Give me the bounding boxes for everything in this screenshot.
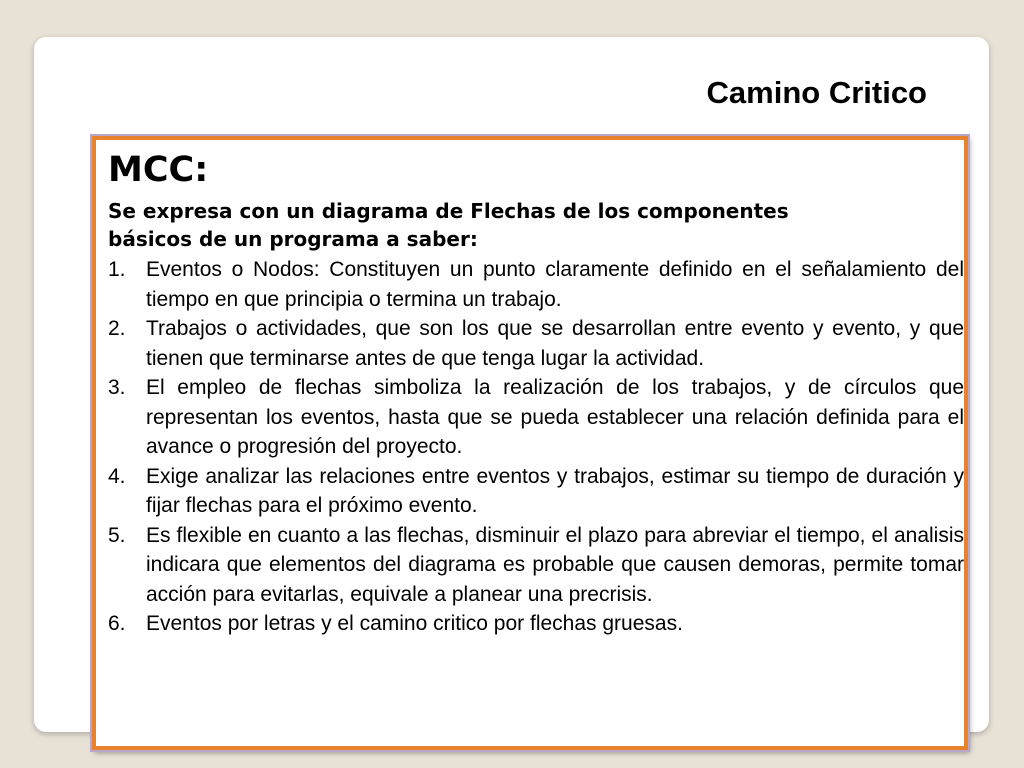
list-item (108, 609, 964, 639)
list-item (108, 462, 964, 521)
slide (34, 37, 989, 732)
list-item-number: 5. (108, 523, 126, 547)
list-item-text: Trabajos o actividades, que son los que se desarrollan entre evento y evento, y que tienen que terminarse antes de que tenga lugar la actividad. (146, 317, 964, 370)
list-item-number: 1. (108, 258, 126, 281)
list-item-number: 4. (108, 464, 126, 488)
section-heading: MCC: (108, 150, 209, 190)
list-item-text: El empleo de flechas simboliza la realización de los trabajos, y de círculos que representan los eventos, hasta que se pueda establecer una relación definida para el avance o progresión del proyecto. (146, 376, 964, 458)
list-item-text: Exige analizar las relaciones entre eventos y trabajos, estimar su tiempo de duración y fijar flechas para el próximo evento. (146, 464, 964, 517)
slide-title: Camino Critico (706, 75, 927, 110)
list-item-text: Eventos por letras y el camino critico por flechas gruesas. (146, 612, 683, 635)
list-item (108, 255, 964, 314)
content-box (92, 136, 968, 750)
list-item (108, 373, 964, 462)
list-item-text: Es flexible en cuanto a las flechas, disminuir el plazo para abreviar el tiempo, el analisis indicara que elementos del diagrama es probable que causen demoras, permite tomar acción para evitarlas, equivale a planear una precrisis. (146, 523, 964, 606)
list-item-number: 6. (108, 612, 126, 635)
intro-text: Se expresa con un diagrama de Flechas de los componentes básicos de un programa a saber: (108, 199, 789, 251)
numbered-list (108, 255, 964, 639)
list-item-number: 2. (108, 317, 126, 340)
list-item-text: Eventos o Nodos: Constituyen un punto claramente definido en el señalamiento del tiempo en que principia o termina un trabajo. (146, 258, 964, 311)
list-item-number: 3. (108, 376, 126, 399)
list-item (108, 314, 964, 373)
list-item (108, 521, 964, 610)
